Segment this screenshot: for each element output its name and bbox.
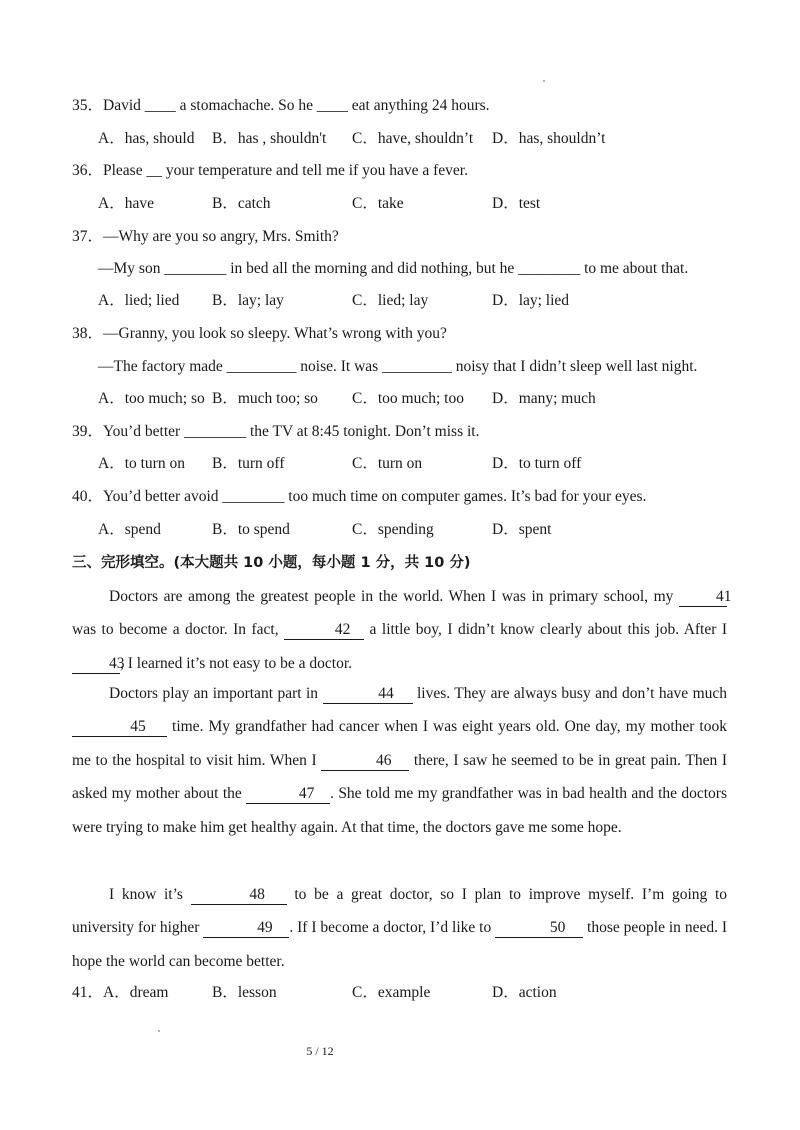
option-b[interactable]: B．turn off: [212, 455, 285, 472]
option-b[interactable]: B．lesson: [212, 984, 277, 1001]
blank-46[interactable]: 46: [321, 752, 409, 771]
question-41-options: [72, 983, 732, 1003]
option-a[interactable]: A．too much; so: [98, 390, 205, 407]
passage-text: Doctors play an important part in: [109, 685, 319, 702]
option-c[interactable]: C．lied; lay: [352, 292, 429, 309]
blank-48[interactable]: 48: [191, 886, 287, 905]
passage-text: time. My grandfather had cancer when I was eight years old. One day, my mother took me to the hospital to visit him. When I: [72, 718, 727, 769]
passage-text: Doctors are among the greatest people in the world. When I was in primary school, my: [109, 588, 674, 605]
option-d[interactable]: D．to turn off: [492, 455, 582, 472]
passage-paragraph-2: [72, 677, 727, 844]
question-35-stem: 35．David ____ a stomachache. So he ____ eat anything 24 hours.: [72, 97, 490, 114]
option-d[interactable]: D．action: [492, 984, 557, 1001]
question-37-stem: 37．—Why are you so angry, Mrs. Smith?: [72, 228, 339, 245]
blank-45[interactable]: 45: [72, 718, 167, 737]
question-36-options: [98, 194, 738, 214]
passage-text: to be a great doctor, so I plan to improve myself. I’m going to university for higher: [72, 886, 728, 937]
passage-text: those people in need. I hope the world can become better.: [72, 919, 728, 970]
question-38-stem: 38．—Granny, you look so sleepy. What’s wrong with you?: [72, 325, 447, 342]
option-b[interactable]: B．to spend: [212, 521, 290, 538]
option-a[interactable]: A．has, should: [98, 130, 195, 147]
option-b[interactable]: B．lay; lay: [212, 292, 284, 309]
option-d[interactable]: D．has, shouldn’t: [492, 130, 606, 147]
passage-text: a little boy, I didn’t know clearly about this job. After I: [369, 621, 728, 639]
option-c[interactable]: C．too much; too: [352, 390, 464, 407]
blank-41[interactable]: 41: [679, 588, 727, 607]
option-c[interactable]: C．take: [352, 195, 404, 212]
option-a[interactable]: A．to turn on: [98, 455, 185, 472]
option-c[interactable]: C．turn on: [352, 455, 423, 472]
blank-43[interactable]: 43: [72, 655, 120, 674]
option-d[interactable]: D．spent: [492, 521, 552, 538]
option-a[interactable]: A．have: [98, 195, 154, 212]
scan-speck: [158, 1030, 160, 1032]
question-38-stem-reply: —The factory made _________ noise. It was _________ noisy that I didn’t sleep well last night.: [98, 358, 698, 375]
blank-50[interactable]: 50: [495, 919, 583, 938]
option-c[interactable]: C．example: [352, 984, 431, 1001]
question-35-options: [98, 129, 738, 149]
question-40-options: [98, 520, 738, 540]
page-number: 5 / 12: [306, 1044, 334, 1058]
passage-text: , I learned it’s not easy to be a doctor.: [120, 654, 353, 672]
passage-text: . She told me my grandfather was in bad health and the doctors were trying to make him get healthy again. At that time, the doctors gave me some hope.: [72, 785, 727, 836]
blank-44[interactable]: 44: [323, 685, 413, 704]
passage-text: was to become a doctor. In fact,: [72, 621, 279, 639]
blank-49[interactable]: 49: [203, 919, 289, 938]
passage-paragraph-1: [72, 580, 732, 680]
question-39-stem: 39．You’d better ________ the TV at 8:45 tonight. Don’t miss it.: [72, 423, 480, 440]
passage-paragraph-3: [72, 878, 727, 978]
question-38-options: [98, 389, 738, 409]
option-b[interactable]: B．much too; so: [212, 390, 318, 407]
question-36-stem: 36．Please __ your temperature and tell me if you have a fever.: [72, 162, 468, 179]
option-d[interactable]: D．many; much: [492, 390, 596, 407]
option-d[interactable]: D．test: [492, 195, 541, 212]
option-b[interactable]: B．catch: [212, 195, 271, 212]
section-title-cloze: 三、完形填空。(本大题共 10 小题，每小题 1 分，共 10 分): [72, 555, 471, 571]
blank-42[interactable]: 42: [284, 621, 364, 640]
option-a[interactable]: A．spend: [98, 521, 161, 538]
passage-text: . If I become a doctor, I’d like to: [289, 919, 492, 937]
option-a[interactable]: A．lied; lied: [98, 292, 180, 309]
option-b[interactable]: B．has , shouldn't: [212, 130, 327, 147]
question-40-stem: 40．You’d better avoid ________ too much time on computer games. It’s bad for your eyes.: [72, 488, 647, 505]
passage-text: there, I saw he seemed to be in great pain. Then I asked my mother about the: [72, 751, 727, 803]
option-a[interactable]: 41．A．dream: [72, 984, 169, 1001]
option-d[interactable]: D．lay; lied: [492, 292, 570, 309]
option-c[interactable]: C．have, shouldn’t: [352, 130, 474, 147]
question-37-options: [98, 291, 738, 311]
question-39-options: [98, 454, 738, 474]
passage-text: lives. They are always busy and don’t have much: [416, 685, 728, 702]
passage-text: I know it’s: [109, 886, 183, 903]
question-37-stem-reply: —My son ________ in bed all the morning and did nothing, but he ________ to me about that.: [98, 260, 689, 277]
option-c[interactable]: C．spending: [352, 521, 434, 538]
blank-47[interactable]: 47: [246, 785, 330, 804]
scan-speck: [543, 80, 545, 82]
